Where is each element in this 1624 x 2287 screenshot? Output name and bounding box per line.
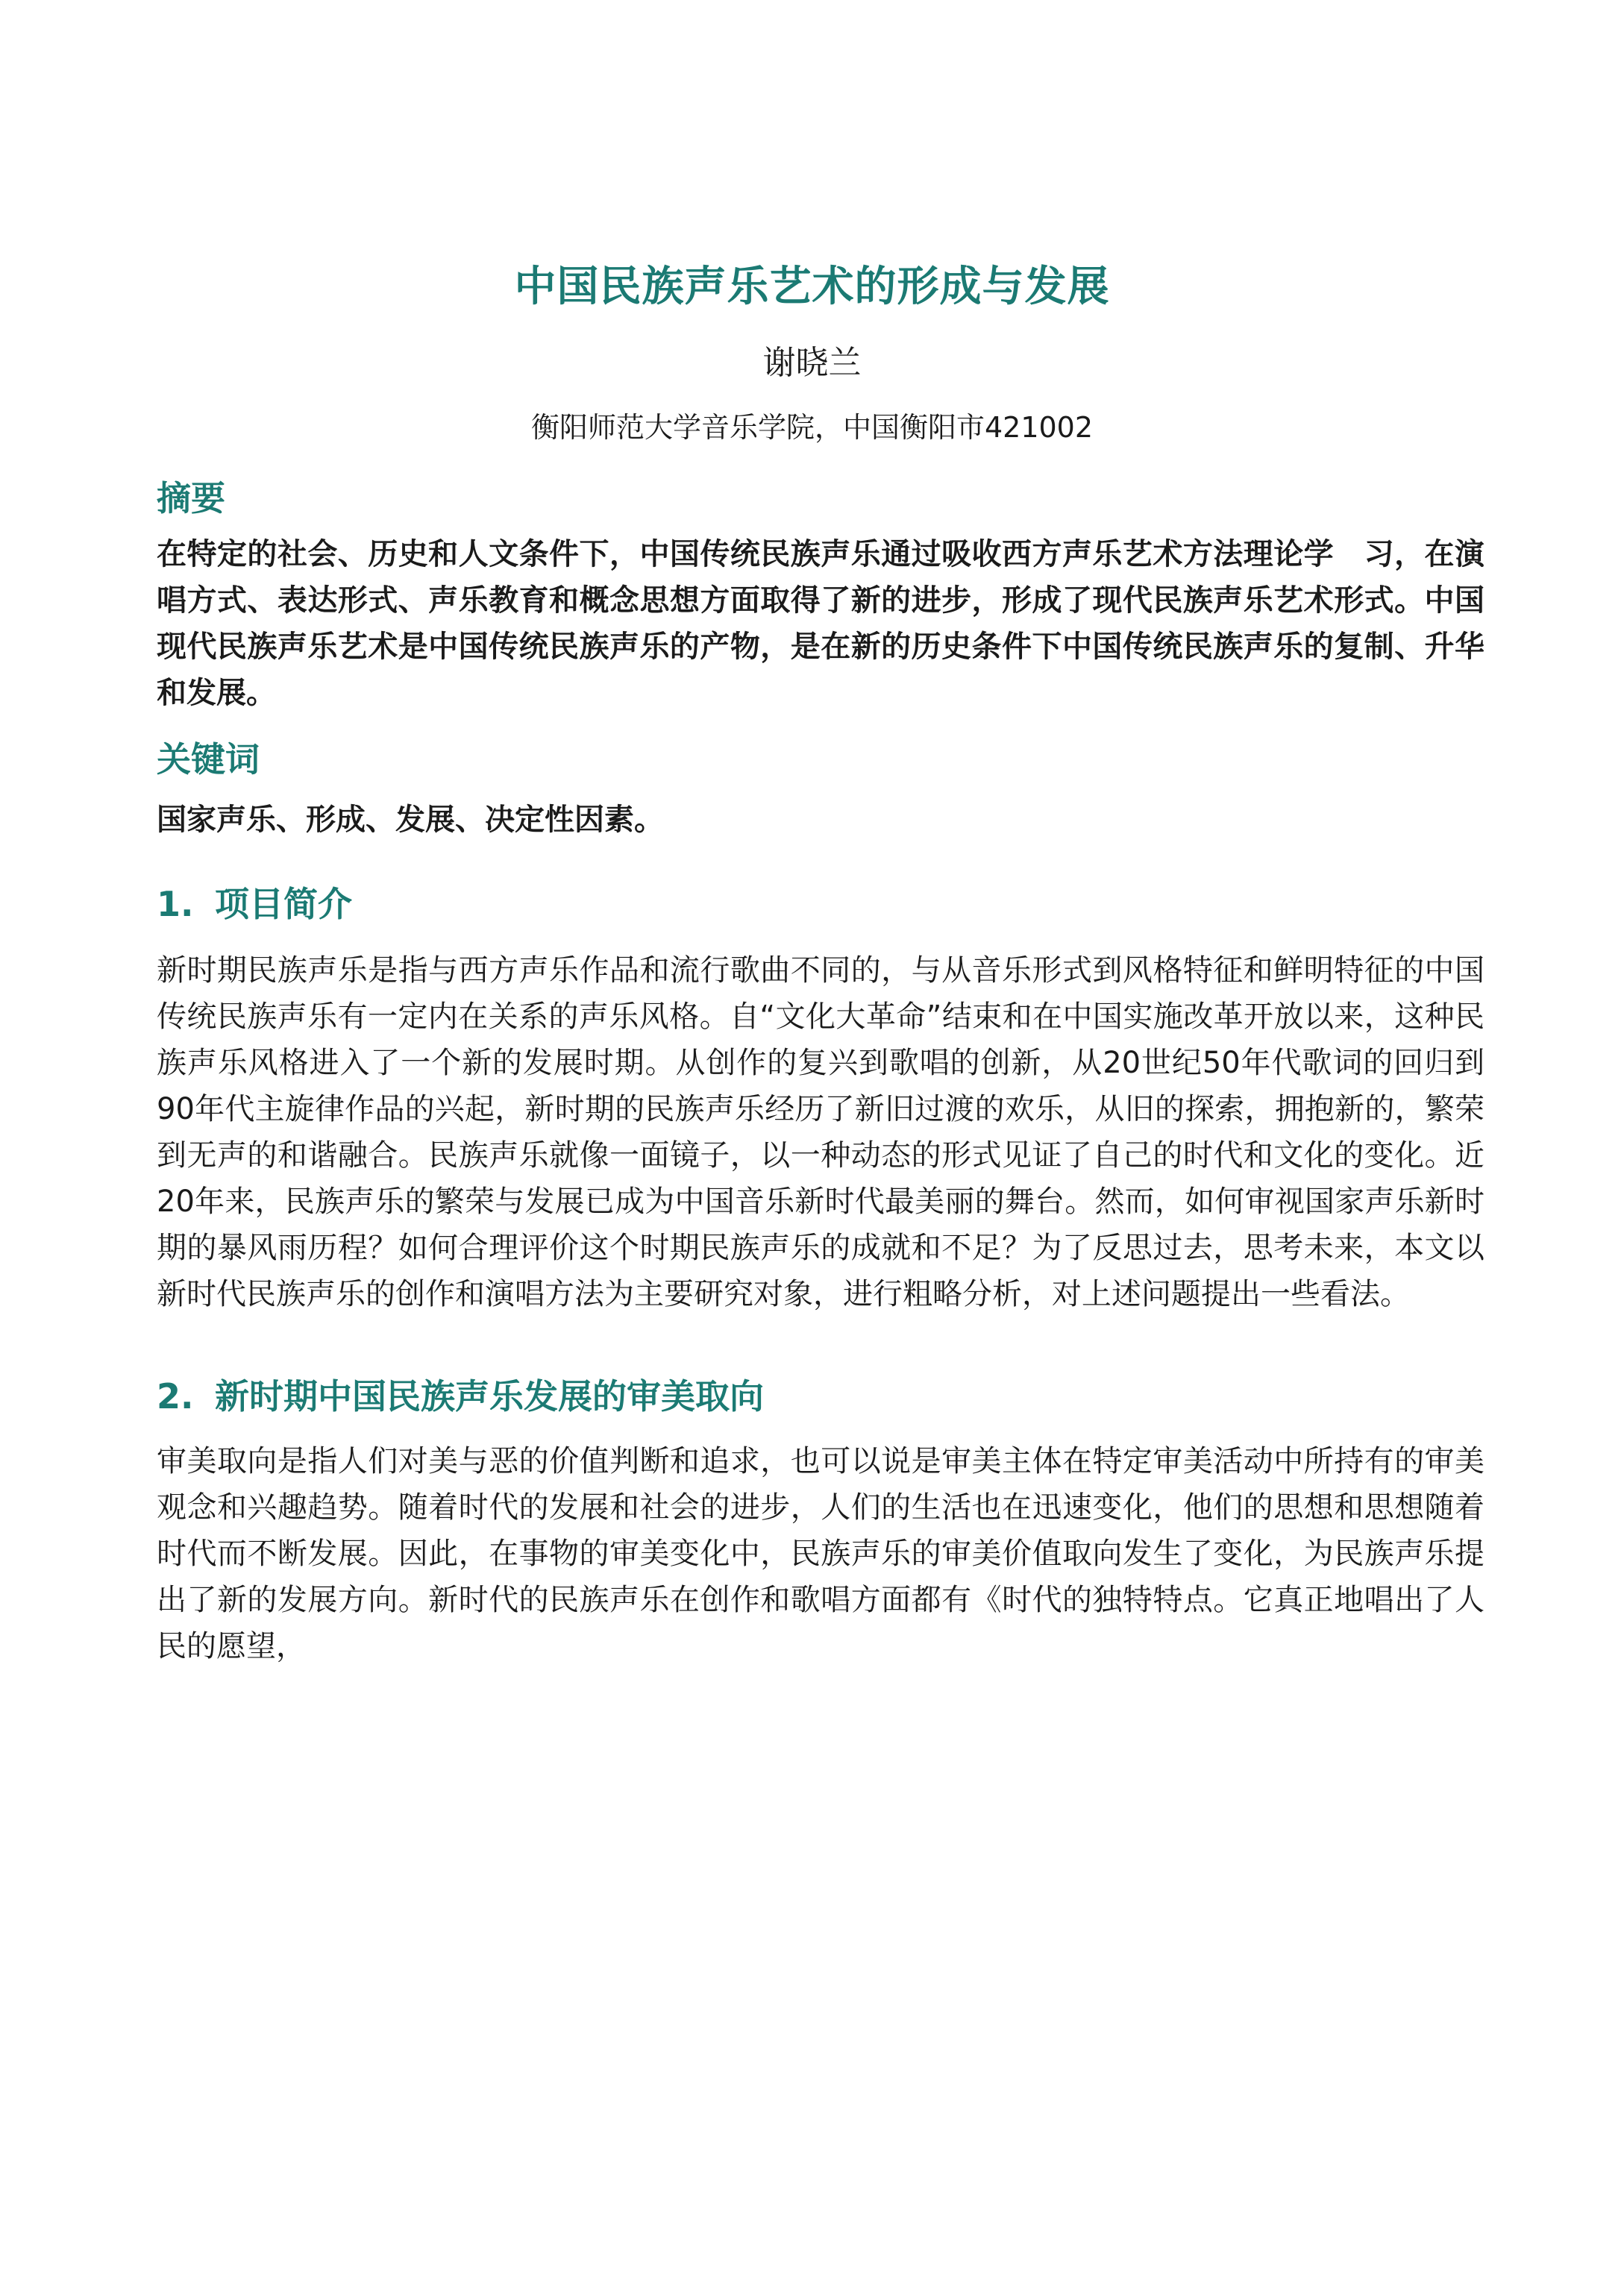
section-title: 项目简介 xyxy=(215,884,352,924)
paper-title: 中国民族声乐艺术的形成与发展 xyxy=(514,263,1110,311)
keywords-text: 国家声乐、形成、发展、决定性因素。 xyxy=(157,803,664,837)
section-heading-introduction xyxy=(157,877,352,926)
abstract-heading: 摘要 xyxy=(157,478,225,518)
section-number: 1. xyxy=(157,884,194,924)
section-title: 新时期中国民族声乐发展的审美取向 xyxy=(215,1376,764,1417)
keywords-heading: 关键词 xyxy=(157,739,260,779)
abstract-text: 在特定的社会、历史和人文条件下，中国传统民族声乐通过吸收西方声乐艺术方法理论学 习，在演唱方式、表达形式、声乐教育和概念思想方面取得了新的进步，形成了现代民族声乐艺术形式。中国现代民族声乐艺术是中国传统民族声乐的产物，是在新的历史条件下中国传统民族声乐的复制、升华和发展。 xyxy=(157,537,1485,710)
section-heading-aesthetic-orientation xyxy=(157,1370,764,1419)
section-body-aesthetic-orientation: 审美取向是指人们对美与恶的价值判断和追求，也可以说是审美主体在特定审美活动中所持有的审美观念和兴趣趋势。随着时代的发展和社会的进步，人们的生活也在迅速变化，他们的思想和思想随着时代而不断发展。因此，在事物的审美变化中，民族声乐的审美价值取向发生了变化，为民族声乐提出了新的发展方向。新时代的民族声乐在创作和歌唱方面都有《时代的独特特点。它真正地唱出了人民的愿望， xyxy=(157,1444,1485,1663)
section-number: 2. xyxy=(157,1376,194,1417)
author-affiliation: 衡阳师范大学音乐学院，中国衡阳市421002 xyxy=(530,411,1094,444)
section-body-introduction: 新时期民族声乐是指与西方声乐作品和流行歌曲不同的，与从音乐形式到风格特征和鲜明特征的中国传统民族声乐有一定内在关系的声乐风格。自“文化大革命”结束和在中国实施改革开放以来，这种民族声乐风格进入了一个新的发展时期。从创作的复兴到歌唱的创新，从20世纪50年代歌词的回归到90年代主旋律作品的兴起，新时期的民族声乐经历了新旧过渡的欢乐，从旧的探索，拥抱新的，繁荣到无声的和谐融合。民族声乐就像一面镜子，以一种动态的形式见证了自己的时代和文化的变化。近20年来，民族声乐的繁荣与发展已成为中国音乐新时代最美丽的舞台。然而，如何审视国家声乐新时期的暴风雨历程？如何合理评价这个时期民族声乐的成就和不足？为了反思过去，思考未来，本文以新时代民族声乐的创作和演唱方法为主要研究对象，进行粗略分析，对上述问题提出一些看法。 xyxy=(157,953,1485,1311)
author-name: 谢晓兰 xyxy=(762,344,862,382)
